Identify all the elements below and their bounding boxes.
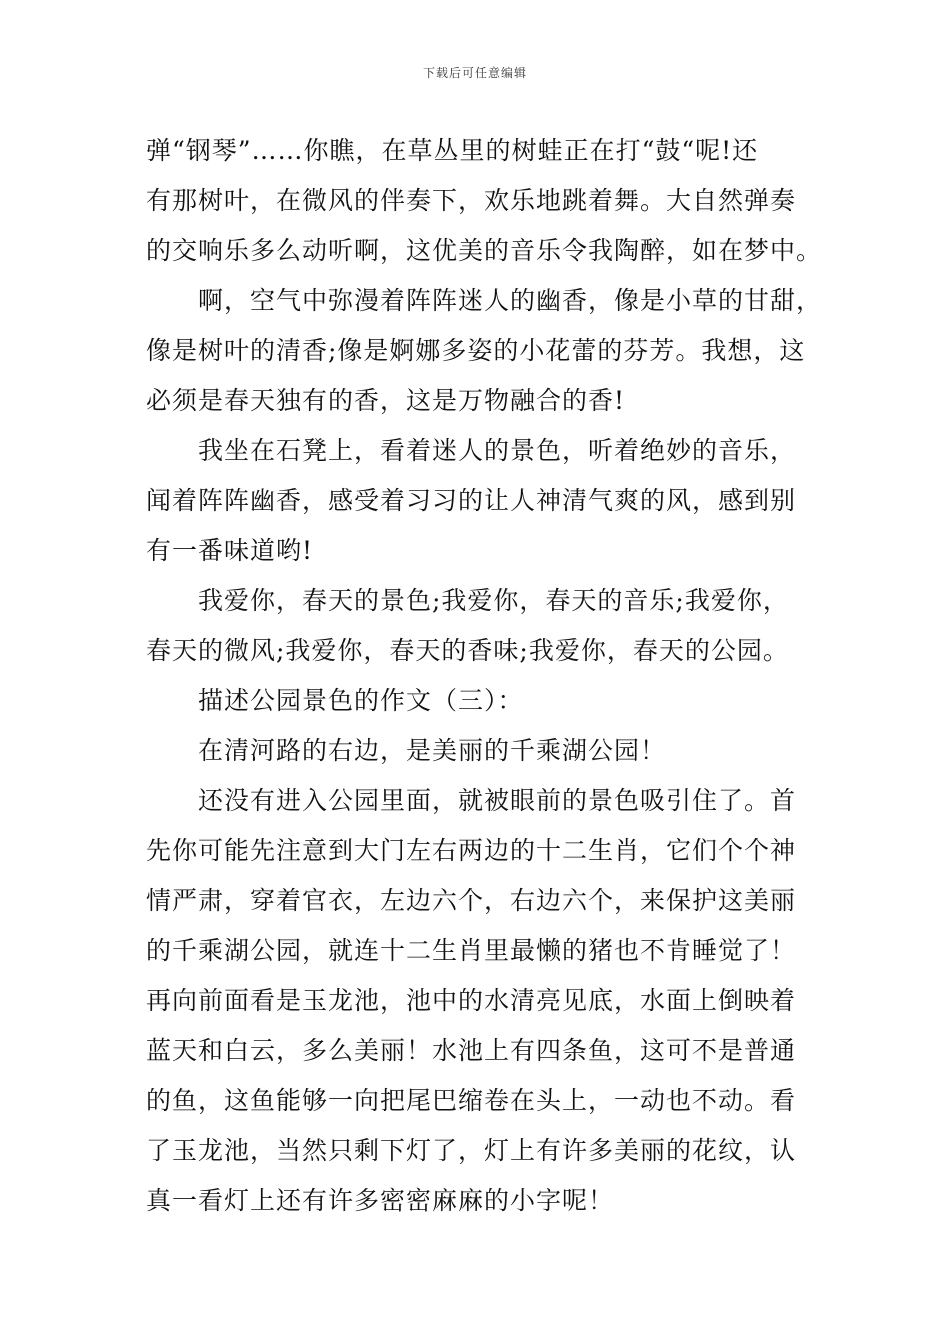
text-line: 在清河路的右边，是美丽的千乘湖公园！ (198, 736, 667, 765)
text-line: 弹“钢琴”……你瞧，在草丛里的树蛙正在打“鼓“呢!还 (146, 136, 759, 165)
document-body (146, 126, 826, 1226)
text-line: 啊，空气中弥漫着阵阵迷人的幽香，像是小草的甘甜， (198, 286, 823, 315)
text-line: 我坐在石凳上，看着迷人的景色，听着绝妙的音乐， (198, 436, 797, 465)
text-line: 蓝天和白云，多么美丽！水池上有四条鱼，这可不是普通 (146, 1036, 797, 1065)
text-line: 闻着阵阵幽香，感受着习习的让人神清气爽的风，感到别 (146, 486, 797, 515)
text-line: 的鱼，这鱼能够一向把尾巴缩卷在头上，一动也不动。看 (146, 1086, 797, 1115)
text-line: 必须是春天独有的香，这是万物融合的香! (146, 386, 626, 415)
text-line: 有那树叶，在微风的伴奏下，欢乐地跳着舞。大自然弹奏 (146, 186, 797, 215)
text-line: 的交响乐多么动听啊，这优美的音乐令我陶醉，如在梦中。 (146, 236, 823, 265)
page-header: 下载后可任意编辑 (422, 66, 527, 80)
text-line: 真一看灯上还有许多密密麻麻的小字呢！ (146, 1186, 615, 1215)
text-line: 春天的微风;我爱你，春天的香味;我爱你，春天的公园。 (146, 636, 789, 665)
text-line: 我爱你，春天的景色;我爱你，春天的音乐;我爱你， (198, 586, 789, 615)
text-line: 还没有进入公园里面，就被眼前的景色吸引住了。首 (198, 786, 797, 815)
text-line: 先你可能先注意到大门左右两边的十二生肖，它们个个神 (146, 836, 797, 865)
text-line: 像是树叶的清香;像是婀娜多姿的小花蕾的芬芳。我想，这 (146, 336, 806, 365)
text-line: 再向前面看是玉龙池，池中的水清亮见底，水面上倒映着 (146, 986, 797, 1015)
text-line: 描述公园景色的作文（三）： (198, 686, 524, 715)
text-line: 情严肃，穿着官衣，左边六个，右边六个，来保护这美丽 (146, 886, 797, 915)
text-line: 有一番味道哟! (146, 536, 314, 565)
text-line: 的千乘湖公园，就连十二生肖里最懒的猪也不肯睡觉了！ (146, 936, 797, 965)
text-line: 了玉龙池，当然只剩下灯了，灯上有许多美丽的花纹，认 (146, 1136, 797, 1165)
